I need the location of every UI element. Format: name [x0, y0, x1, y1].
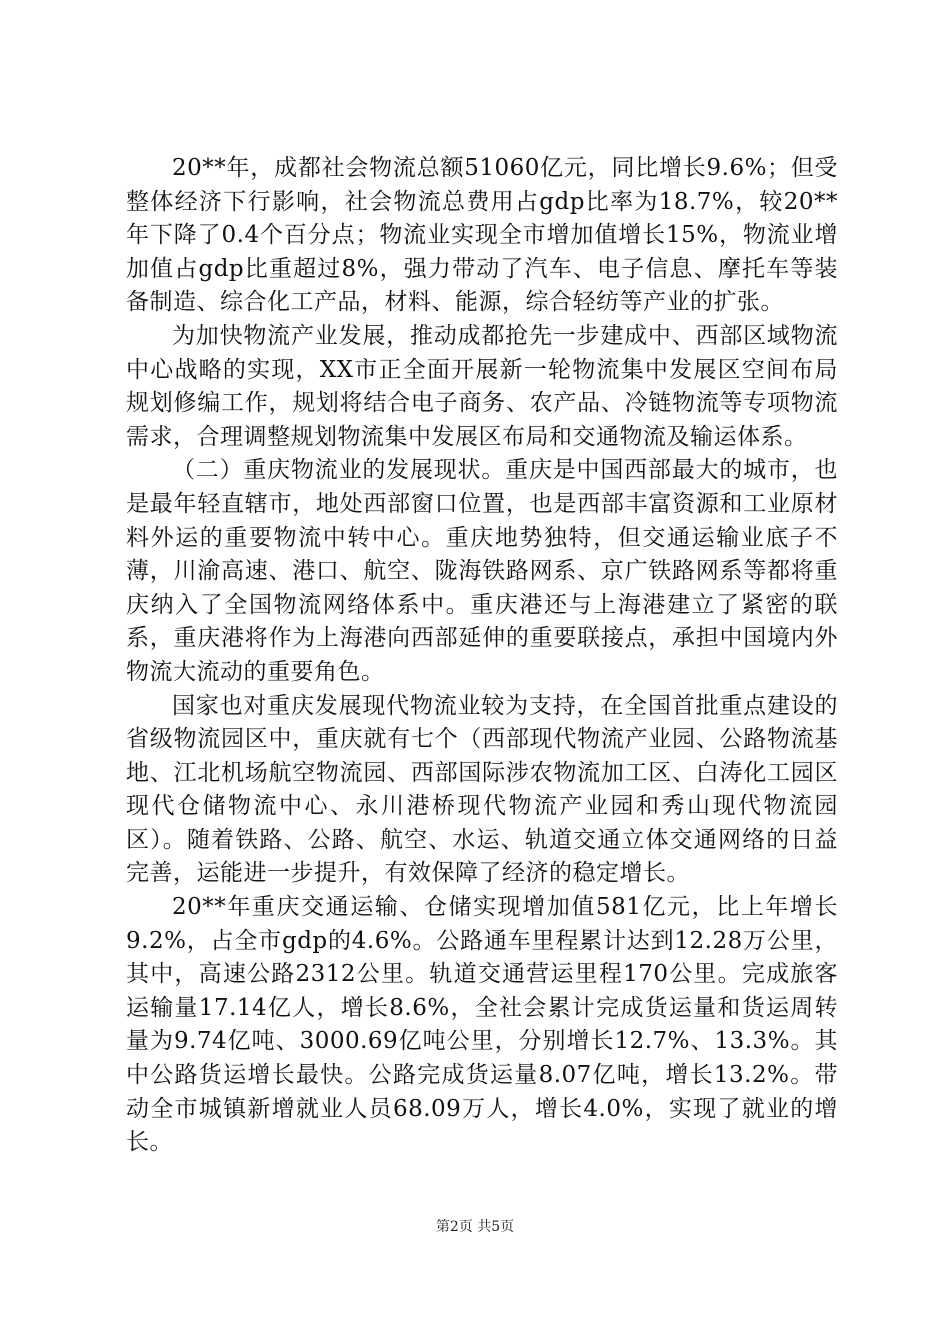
paragraph-chongqing-statistics: 20**年重庆交通运输、仓储实现增加值581亿元，比上年增长9.2%，占全市gdp的4.6%。公路通车里程累计达到12.28万公里，其中，高速公路2312公里。轨道交通营运里程170公里。完成旅客运输量17.14亿人，增长8.6%，全社会累计完成货运量和货运周转量为9.74亿吨、3000.69亿吨公里，分别增长12.7%、13.3%。其中公路货运增长最快。公路完成货运量8.07亿吨，增长13.2%。带动全市城镇新增就业人员68.09万人，增长4.0%，实现了就业的增长。	[126, 894, 838, 1156]
page-number-footer: 第2页 共5页	[435, 1219, 515, 1235]
paragraph-chongqing-status: （二）重庆物流业的发展现状。重庆是中国西部最大的城市，也是最年轻直辖市，地处西部窗口位置，也是西部丰富资源和工业原材料外运的重要物流中转中心。重庆地势独特，但交通运输业底子不薄，川渝高速、港口、航空、陇海铁路网系、京广铁路网系等都将重庆纳入了全国物流网络体系中。重庆港还与上海港建立了紧密的联系，重庆港将作为上海港向西部延伸的重要联接点，承担中国境内外物流大流动的重要角色。	[126, 457, 838, 685]
paragraph-chengdu-logistics: 20**年，成都社会物流总额51060亿元，同比增长9.6%；但受整体经济下行影响，社会物流总费用占gdp比率为18.7%，较20**年下降了0.4个百分点；物流业实现全市增加值增长15%，物流业增加值占gdp比重超过8%，强力带动了汽车、电子信息、摩托车等装备制造、综合化工产品，材料、能源，综合轻纺等产业的扩张。	[126, 155, 838, 316]
document-body	[126, 152, 838, 1160]
paragraph-chongqing-parks: 国家也对重庆发展现代物流业较为支持，在全国首批重点建设的省级物流园区中，重庆就有七个（西部现代物流产业园、公路物流基地、江北机场航空物流园、西部国际涉农物流加工区、白涛化工园区现代仓储物流中心、永川港桥现代物流产业园和秀山现代物流园区）。随着铁路、公路、航空、水运、轨道交通立体交通网络的日益完善，运能进一步提升，有效保障了经济的稳定增长。	[126, 692, 838, 887]
paragraph-chengdu-planning: 为加快物流产业发展，推动成都抢先一步建成中、西部区域物流中心战略的实现，XX市正全面开展新一轮物流集中发展区空间布局规划修编工作，规划将结合电子商务、农产品、冷链物流等专项物流需求，合理调整规划物流集中发展区布局和交通物流及输运体系。	[126, 322, 838, 450]
